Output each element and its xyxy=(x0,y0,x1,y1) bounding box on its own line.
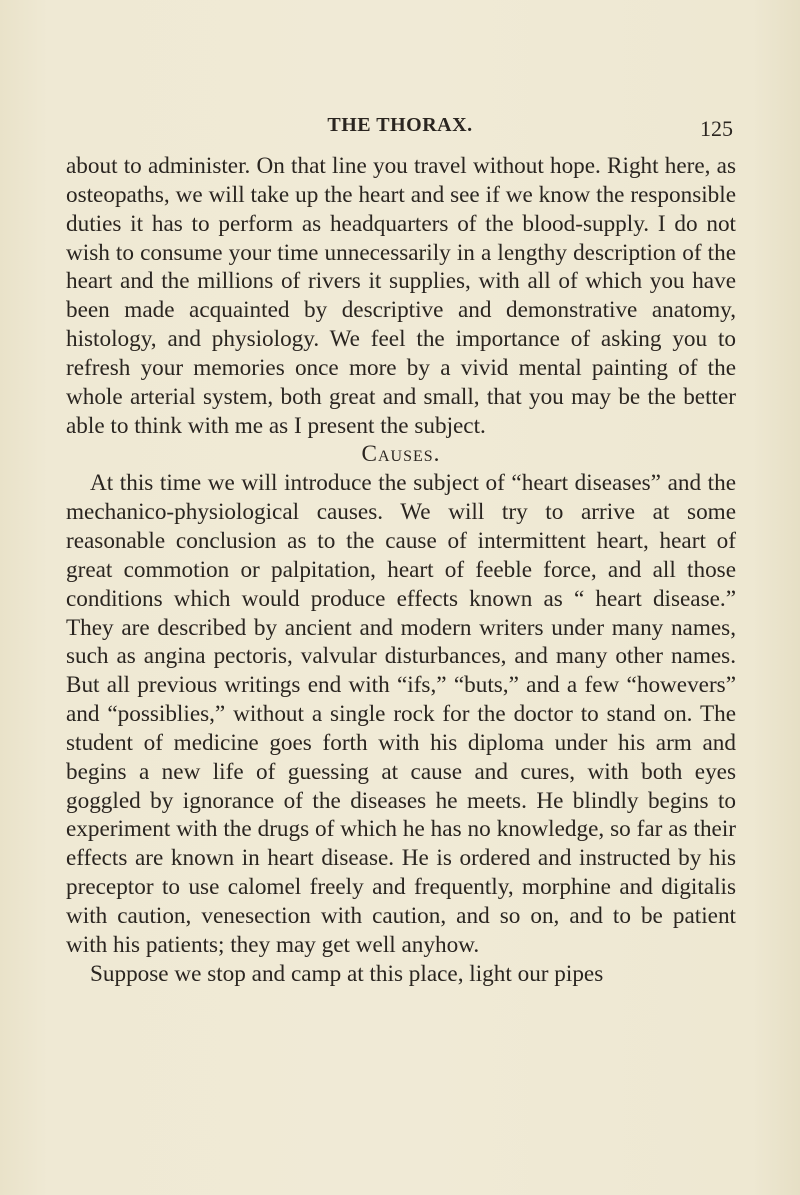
running-head xyxy=(0,112,800,144)
body-text xyxy=(66,152,736,988)
running-title: THE THORAX. xyxy=(327,114,473,136)
paragraph-final-line: Suppose we stop and camp at this place, light our pipes xyxy=(90,960,604,987)
page-number: 125 xyxy=(700,116,733,141)
section-heading-causes: Causes. xyxy=(361,441,441,468)
paragraph-continued: about to administer. On that line you travel without hope. Right here, as osteopaths, we will take up the heart and see if we know the responsible duties it has to perform as headquarters of the blood-supply. I do not wish to consume your time unnecessarily in a lengthy description of the heart and the millions of rivers it supplies, with all of which you have been made acquainted by descriptive and demonstrative anatomy, histology, and physiology. We feel the importance of asking you to refresh your memories once more by a vivid mental painting of the whole arterial system, both great and small, that you may be the better able to think with me as I present the subject. xyxy=(66,153,736,439)
paragraph-heart-diseases: At this time we will introduce the subject of “heart diseases” and the mechanico-physiological causes. We will try to arrive at some reasonable conclusion as to the cause of intermittent heart, heart of great commotion or palpitation, heart of feeble force, and all those conditions which would produce effects known as “ heart disease.” They are described by ancient and modern writers under many names, such as angina pectoris, valvular disturbances, and many other names. But all previous writings end with “ifs,” “buts,” and a few “howevers” and “possiblies,” without a single rock for the doctor to stand on. The student of medicine goes forth with his diploma under his arm and begins a new life of guessing at cause and cures, with both eyes goggled by ignorance of the diseases he meets. He blindly begins to experiment with the drugs of which he has no knowledge, so far as their effects are known in heart disease. He is ordered and instructed by his preceptor to use calomel freely and frequently, morphine and digitalis with caution, venesection with caution, and so on, and to be patient with his patients; they may get well anyhow. xyxy=(66,470,736,958)
